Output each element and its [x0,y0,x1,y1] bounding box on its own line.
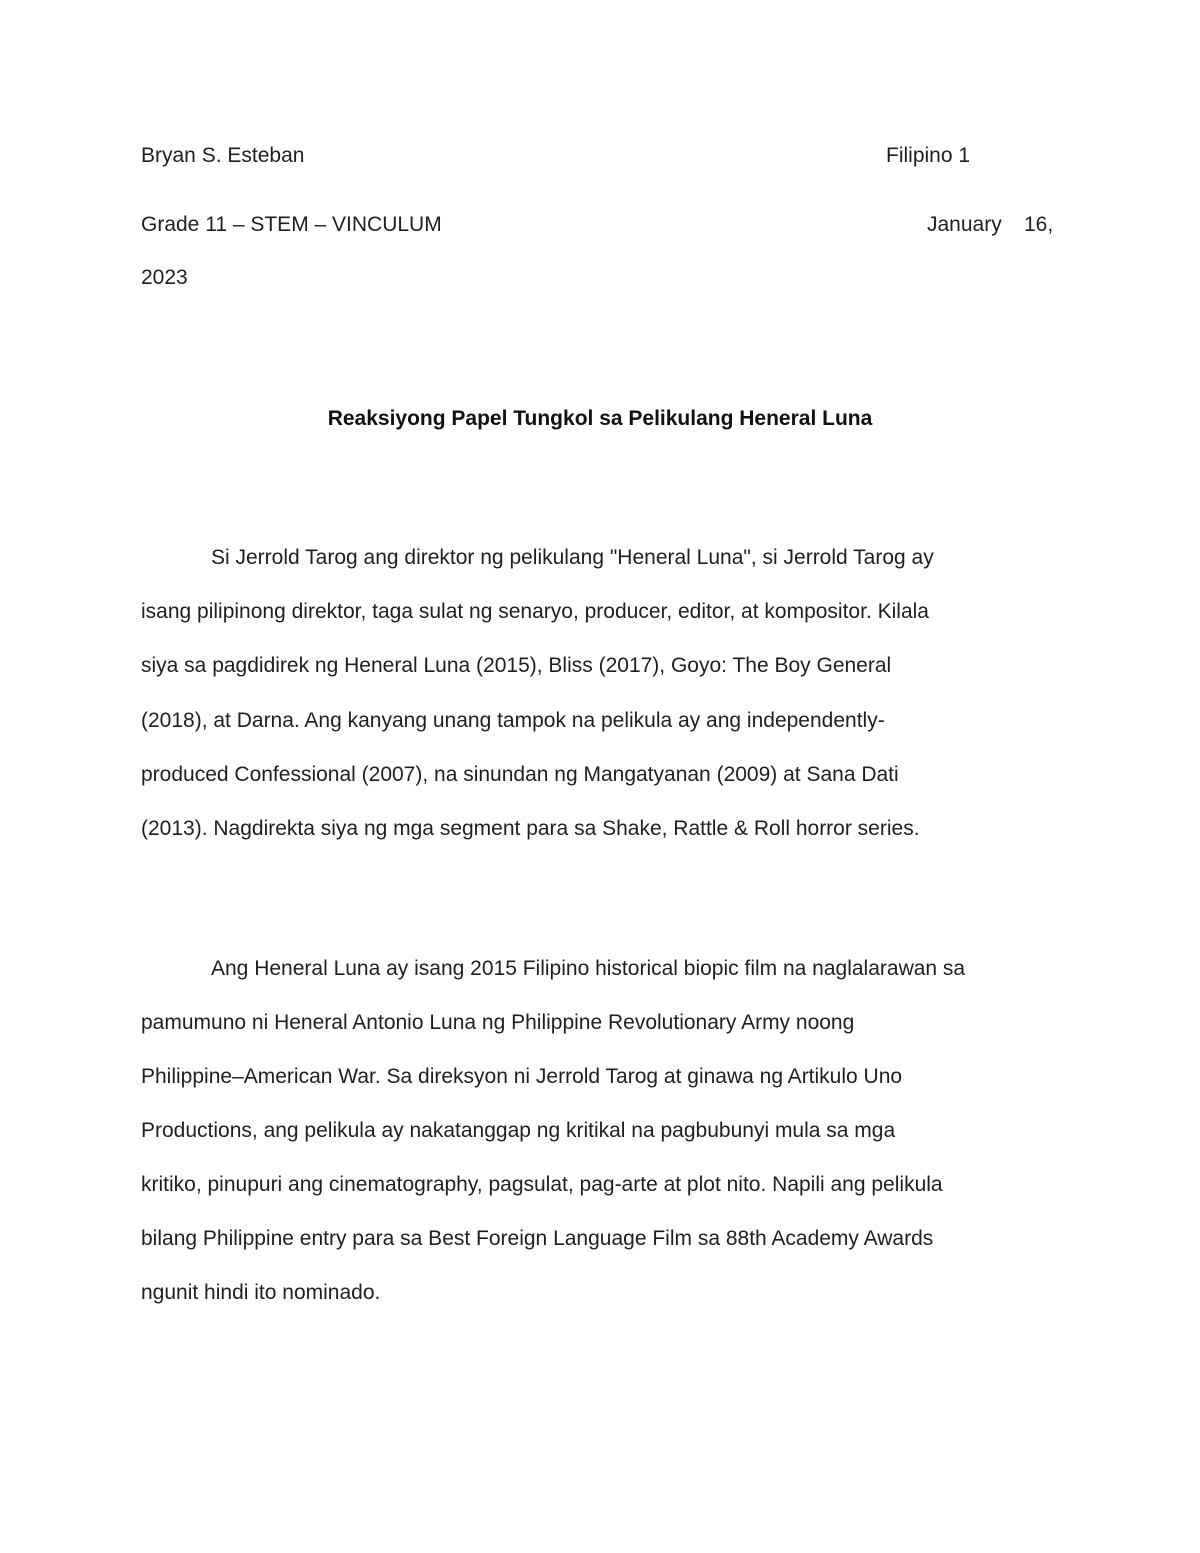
paragraph-1-line: Si Jerrold Tarog ang direktor ng pelikulang "Heneral Luna", si Jerrold Tarog ay [211,546,934,569]
date-year: 2023 [141,266,188,289]
paper-title: Reaksiyong Papel Tungkol sa Pelikulang Heneral Luna [327,407,873,430]
date-month: January [927,213,1002,236]
date-day: 16, [1024,213,1054,236]
paragraph-2-line: bilang Philippine entry para sa Best Foreign Language Film sa 88th Academy Awards [141,1227,934,1250]
paragraph-1-line: (2018), at Darna. Ang kanyang unang tampok na pelikula ay ang independently- [141,709,885,732]
paragraph-2-line: Philippine–American War. Sa direksyon ni Jerrold Tarog at ginawa ng Artikulo Uno [141,1065,903,1088]
paragraph-2-line: Ang Heneral Luna ay isang 2015 Filipino historical biopic film na naglalarawan sa [211,957,966,980]
author-name: Bryan S. Esteban [141,144,305,167]
paragraph-1-line: produced Confessional (2007), na sinundan ng Mangatyanan (2009) at Sana Dati [141,763,899,786]
paragraph-2-line: kritiko, pinupuri ang cinematography, pagsulat, pag-arte at plot nito. Napili ang pelikula [141,1173,943,1196]
paragraph-1-line: isang pilipinong direktor, taga sulat ng senaryo, producer, editor, at kompositor. Kilala [141,600,929,623]
class-section: Grade 11 – STEM – VINCULUM [141,213,442,236]
paragraph-2-line: Productions, ang pelikula ay nakatanggap ng kritikal na pagbubunyi mula sa mga [141,1119,896,1142]
paragraph-1-line: siya sa pagdidirek ng Heneral Luna (2015), Bliss (2017), Goyo: The Boy General [141,654,892,677]
paragraph-1-line: (2013). Nagdirekta siya ng mga segment para sa Shake, Rattle & Roll horror series. [141,817,920,840]
paragraph-2-line: ngunit hindi ito nominado. [141,1281,381,1304]
paragraph-2-line: pamumuno ni Heneral Antonio Luna ng Philippine Revolutionary Army noong [141,1011,855,1034]
subject-label: Filipino 1 [886,144,971,167]
